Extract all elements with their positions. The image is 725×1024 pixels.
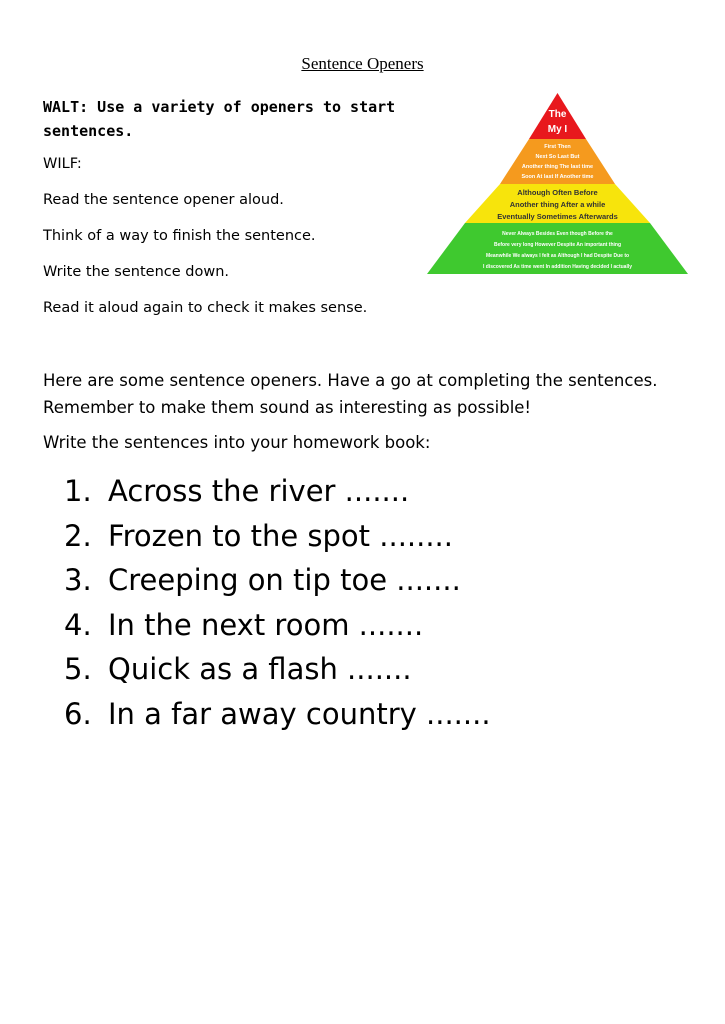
pyramid-orange-line: Next So Last But xyxy=(535,154,580,160)
pyramid-orange-line: Soon At last If Another time xyxy=(521,174,594,180)
opener-number: 5. xyxy=(64,652,92,686)
pyramid-graphic xyxy=(425,93,690,275)
opener-number: 4. xyxy=(64,607,92,642)
pyramid-red-line: My I xyxy=(547,124,568,135)
opener-item xyxy=(64,519,491,564)
instruction-text: Write the sentences into your homework book: xyxy=(43,433,431,452)
opener-item xyxy=(64,474,491,519)
pyramid-orange-line: First Then xyxy=(544,144,571,150)
wilf-step: Write the sentence down. xyxy=(43,264,229,280)
opener-text: Frozen to the spot ........ xyxy=(108,518,453,553)
opener-item xyxy=(64,697,491,742)
wilf-step: Read it aloud again to check it makes sense. xyxy=(43,300,368,316)
wilf-steps xyxy=(43,192,367,336)
page-title: Sentence Openers xyxy=(301,54,424,73)
opener-text: Across the river ....... xyxy=(108,474,410,508)
walt-objective: WALT: Use a variety of openers to start sentences. xyxy=(43,98,396,140)
opener-number: 3. xyxy=(64,563,92,597)
pyramid-yellow-line: Another thing After a while xyxy=(509,200,606,209)
opener-number: 1. xyxy=(64,474,92,508)
pyramid-yellow-line: Eventually Sometimes Afterwards xyxy=(497,212,618,221)
wilf-heading: WILF: xyxy=(43,156,82,172)
pyramid-green-line: Before very long However Despite An important thing xyxy=(493,242,622,248)
opener-item xyxy=(64,608,491,653)
sentence-opener-pyramid xyxy=(425,93,690,275)
pyramid-green-line: Meanwhile We always I felt as Although I had Despite Due to xyxy=(485,253,630,259)
opener-list xyxy=(64,474,491,741)
opener-item xyxy=(64,563,491,608)
opener-number: 2. xyxy=(64,518,92,553)
opener-text: Creeping on tip toe ....... xyxy=(108,563,461,597)
pyramid-yellow-line: Although Often Before xyxy=(517,188,598,197)
opener-text: In the next room ....... xyxy=(108,607,424,642)
opener-number: 6. xyxy=(64,696,92,731)
opener-item xyxy=(64,652,491,697)
opener-text: Quick as a flash ....... xyxy=(108,652,412,686)
wilf-step: Read the sentence opener aloud. xyxy=(43,192,284,208)
pyramid-orange-line: Another thing The last time xyxy=(521,164,594,170)
pyramid-red-line: The xyxy=(548,109,567,120)
pyramid-green-line: I discovered As time went In addition Having decided I actually xyxy=(482,264,633,270)
intro-paragraph: Here are some sentence openers. Have a go at completing the sentences. Remember to make them sound as interesting as possible! xyxy=(43,371,658,417)
pyramid-green-line: Never Always Besides Even though Before the xyxy=(502,231,613,237)
wilf-step: Think of a way to finish the sentence. xyxy=(43,228,316,244)
opener-text: In a far away country ....... xyxy=(108,696,491,731)
